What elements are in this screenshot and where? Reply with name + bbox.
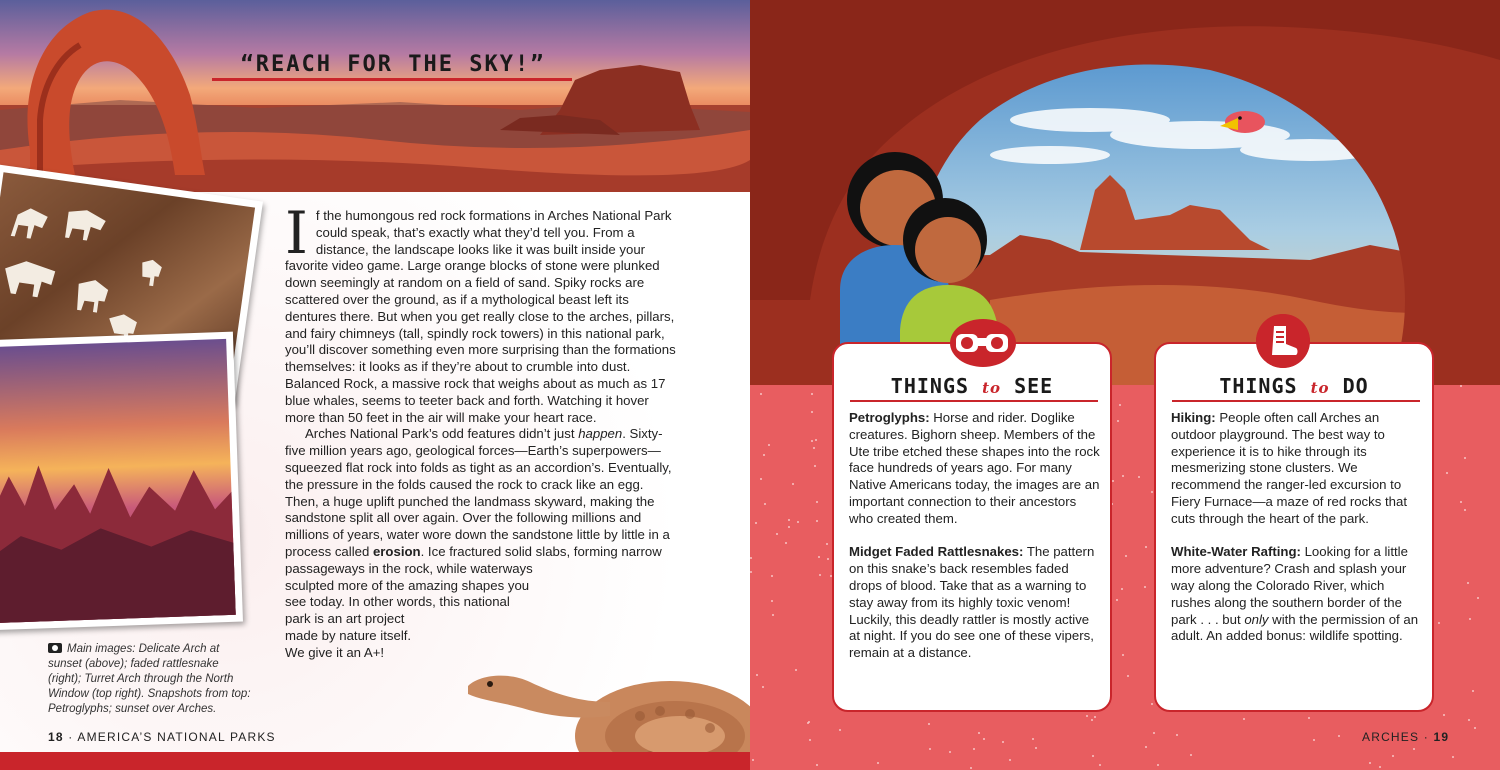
speckle	[1157, 764, 1159, 766]
speckle	[1151, 703, 1153, 705]
closing-line-4: park is an art project	[285, 611, 405, 627]
speckle	[1379, 766, 1381, 768]
speckle	[788, 519, 790, 521]
speckle	[839, 729, 841, 731]
speckle	[949, 751, 951, 753]
speckle	[1369, 762, 1371, 764]
speckle	[1474, 727, 1476, 729]
speckle	[771, 575, 773, 577]
speckle	[1122, 475, 1124, 477]
speckle	[764, 503, 766, 505]
things-to-do-title: THINGS to DO	[1219, 374, 1369, 398]
speckle	[750, 571, 752, 573]
do-item-rafting: White-Water Rafting: Looking for a little more adventure? Crash and splash your way along the Colorado River, which rushes along the southern border of the park . . . but only with the permission of an adult. An added bonus: wildlife spotting.	[1171, 544, 1419, 644]
speckle	[819, 574, 821, 576]
speckle	[1308, 717, 1310, 719]
speckle	[1116, 599, 1118, 601]
speckle	[750, 557, 752, 559]
speckle	[811, 393, 813, 395]
things-to-do-card	[1154, 342, 1434, 712]
speckle	[1099, 764, 1101, 766]
speckle	[1338, 735, 1340, 737]
speckle	[1138, 476, 1140, 478]
right-page	[750, 0, 1500, 770]
speckle	[978, 732, 980, 734]
keyword-erosion: erosion	[372, 543, 421, 559]
things-to-see-list	[849, 410, 1101, 679]
speckle	[809, 739, 811, 741]
card-divider	[850, 400, 1098, 402]
delicate-arch-photo	[0, 0, 750, 192]
speckle	[1035, 747, 1037, 749]
speckle	[1119, 404, 1121, 406]
speckle	[826, 543, 828, 545]
speckle	[1145, 546, 1147, 548]
speckle	[816, 520, 818, 522]
speckle	[1125, 555, 1127, 557]
things-to-do-list	[1171, 410, 1423, 662]
speckle	[1469, 618, 1471, 620]
speckle	[1009, 759, 1011, 761]
speckle	[760, 393, 762, 395]
main-article	[285, 199, 677, 662]
speckle	[1460, 501, 1462, 503]
speckle	[807, 722, 809, 724]
speckle	[1464, 509, 1466, 511]
speckle	[768, 444, 770, 446]
closing-line-1: passageways in the rock, while waterways	[285, 560, 533, 576]
speckle	[1392, 755, 1394, 757]
speckle	[756, 674, 758, 676]
speckle	[1443, 714, 1445, 716]
photo-caption: Main images: Delicate Arch at sunset (above); faded rattlesnake (right); Turret Arch through the North Window (top right). Snapshots from top: Petroglyphs; sunset over Arches.	[48, 643, 251, 715]
speckle	[818, 556, 820, 558]
speckle	[814, 465, 816, 467]
speckle	[752, 759, 754, 761]
speckle	[1313, 739, 1315, 741]
camera-icon	[48, 643, 62, 653]
speckle	[792, 483, 794, 485]
paragraph-1: If the humongous red rock formations in Arches National Park could speak, that’s exactly what they’d tell you. From a distance, the landscape looks like it was built inside your favorite video game. Large orange blocks of stone were plunked down seemingly at random on a field of sand. Spiky rocks are scattered over the ground, as if a mythological beast left its dentures there. But when you get really close to the arches, pillars, and fairy chimneys (tall, spindly rock towers) in this national park, you’ll discover something even more surprising than the formations themselves: it looks as if they’re about to crumble into dust. Balanced Rock, a massive rock that weighs about as much as 17 blue whales, seems to teeter back and forth. Watching it hover more than 50 feet in the air will make your heart race.	[285, 199, 676, 425]
speckle	[1122, 654, 1124, 656]
speckle	[785, 542, 787, 544]
speckle	[816, 764, 818, 766]
speckle	[1032, 738, 1034, 740]
speckle	[1094, 716, 1096, 718]
speckle	[1153, 732, 1155, 734]
speckle	[1243, 718, 1245, 720]
speckle	[1472, 690, 1474, 692]
speckle	[776, 533, 778, 535]
speckle	[1176, 734, 1178, 736]
sunset-snapshot	[0, 332, 243, 631]
speckle	[788, 526, 790, 528]
speckle	[1151, 491, 1153, 493]
boot-icon	[1256, 314, 1310, 368]
closing-line-5: made by nature itself.	[285, 627, 412, 643]
speckle	[1121, 588, 1123, 590]
speckle	[928, 723, 930, 725]
speckle	[772, 614, 774, 616]
turret-arch-photo	[750, 0, 1500, 385]
paragraph-2: Arches National Park’s odd features didn’t just happen. Sixty-five million years ago, geological forces—Earth’s superpowers—squeezed flat rock into folds as tight as an accordion’s. Eventually, the pressure in the folds caused the rock to crack like an egg. Then, a huge uplift punched the landmass skyward, making the sandstone split all over again. Over the following millions and millions of years, water wore down the sandstone little by little in a process called erosion. Ice fractured solid slabs, forming narrow	[285, 426, 672, 559]
speckle	[1144, 586, 1146, 588]
speckle	[1127, 675, 1129, 677]
things-to-see-title: THINGS to SEE	[890, 374, 1054, 398]
speckle	[1002, 741, 1004, 743]
speckle	[1190, 754, 1192, 756]
title-underline	[212, 78, 572, 81]
speckle	[755, 522, 757, 524]
speckle	[1468, 719, 1470, 721]
drop-cap: I	[285, 199, 308, 267]
speckle	[970, 767, 972, 769]
speckle	[813, 447, 815, 449]
page-title: “REACH FOR THE SKY!”	[240, 52, 546, 77]
speckle	[827, 558, 829, 560]
speckle	[1145, 746, 1147, 748]
speckle	[1413, 748, 1415, 750]
speckle	[811, 440, 813, 442]
speckle	[1460, 385, 1462, 387]
speckle	[1091, 719, 1093, 721]
speckle	[815, 439, 817, 441]
speckle	[1086, 715, 1088, 717]
speckle	[973, 748, 975, 750]
speckle	[811, 411, 813, 413]
speckle	[1112, 480, 1114, 482]
closing-line-3: see today. In other words, this national	[285, 594, 510, 610]
see-item-petroglyphs: Petroglyphs: Horse and rider. Doglike creatures. Bighorn sheep. Members of the Ute tribe etched these shapes into the rock face hundreds of years ago. For many Native Americans today, the images are an important connection to their ancestors who created them.	[849, 410, 1100, 526]
speckle	[877, 762, 879, 764]
closing-line-2: sculpted more of the amazing shapes you	[285, 577, 530, 593]
speckle	[797, 521, 799, 523]
do-item-hiking: Hiking: People often call Arches an outdoor playground. The best way to experience it is to hike through its mesmerizing stone clusters. We recommend the ranger-led excursion to Fiery Furnace—a maze of red rocks that cuts through the heart of the park.	[1171, 410, 1407, 526]
rattlesnake-photo	[460, 616, 750, 770]
page-folio-right: ARCHES · 19	[1362, 730, 1450, 744]
speckle	[762, 686, 764, 688]
speckle	[771, 600, 773, 602]
speckle	[1438, 622, 1440, 624]
binoculars-icon	[948, 316, 1018, 370]
speckle	[1446, 472, 1448, 474]
bottom-bar	[0, 752, 750, 770]
speckle	[983, 738, 985, 740]
card-divider	[1172, 400, 1420, 402]
speckle	[760, 478, 762, 480]
page-folio-left: 18 · AMERICA’S NATIONAL PARKS	[48, 730, 276, 744]
speckle	[1477, 597, 1479, 599]
speckle	[1467, 582, 1469, 584]
speckle	[929, 748, 931, 750]
closing-line-6: We give it an A+!	[285, 644, 385, 660]
speckle	[1117, 420, 1119, 422]
speckle	[763, 454, 765, 456]
speckle	[1452, 756, 1454, 758]
speckle	[1092, 755, 1094, 757]
speckle	[816, 501, 818, 503]
things-to-see-card	[832, 342, 1112, 712]
speckle	[795, 669, 797, 671]
speckle	[1464, 457, 1466, 459]
see-item-rattlesnakes: Midget Faded Rattlesnakes: The pattern on this snake’s back resembles faded drops of blood. Take that as a warning to stay away from its highly toxic venom! Luckily, this deadly rattler is mostly active at night. If you do see one of these vipers, remain at a distance.	[849, 544, 1095, 661]
